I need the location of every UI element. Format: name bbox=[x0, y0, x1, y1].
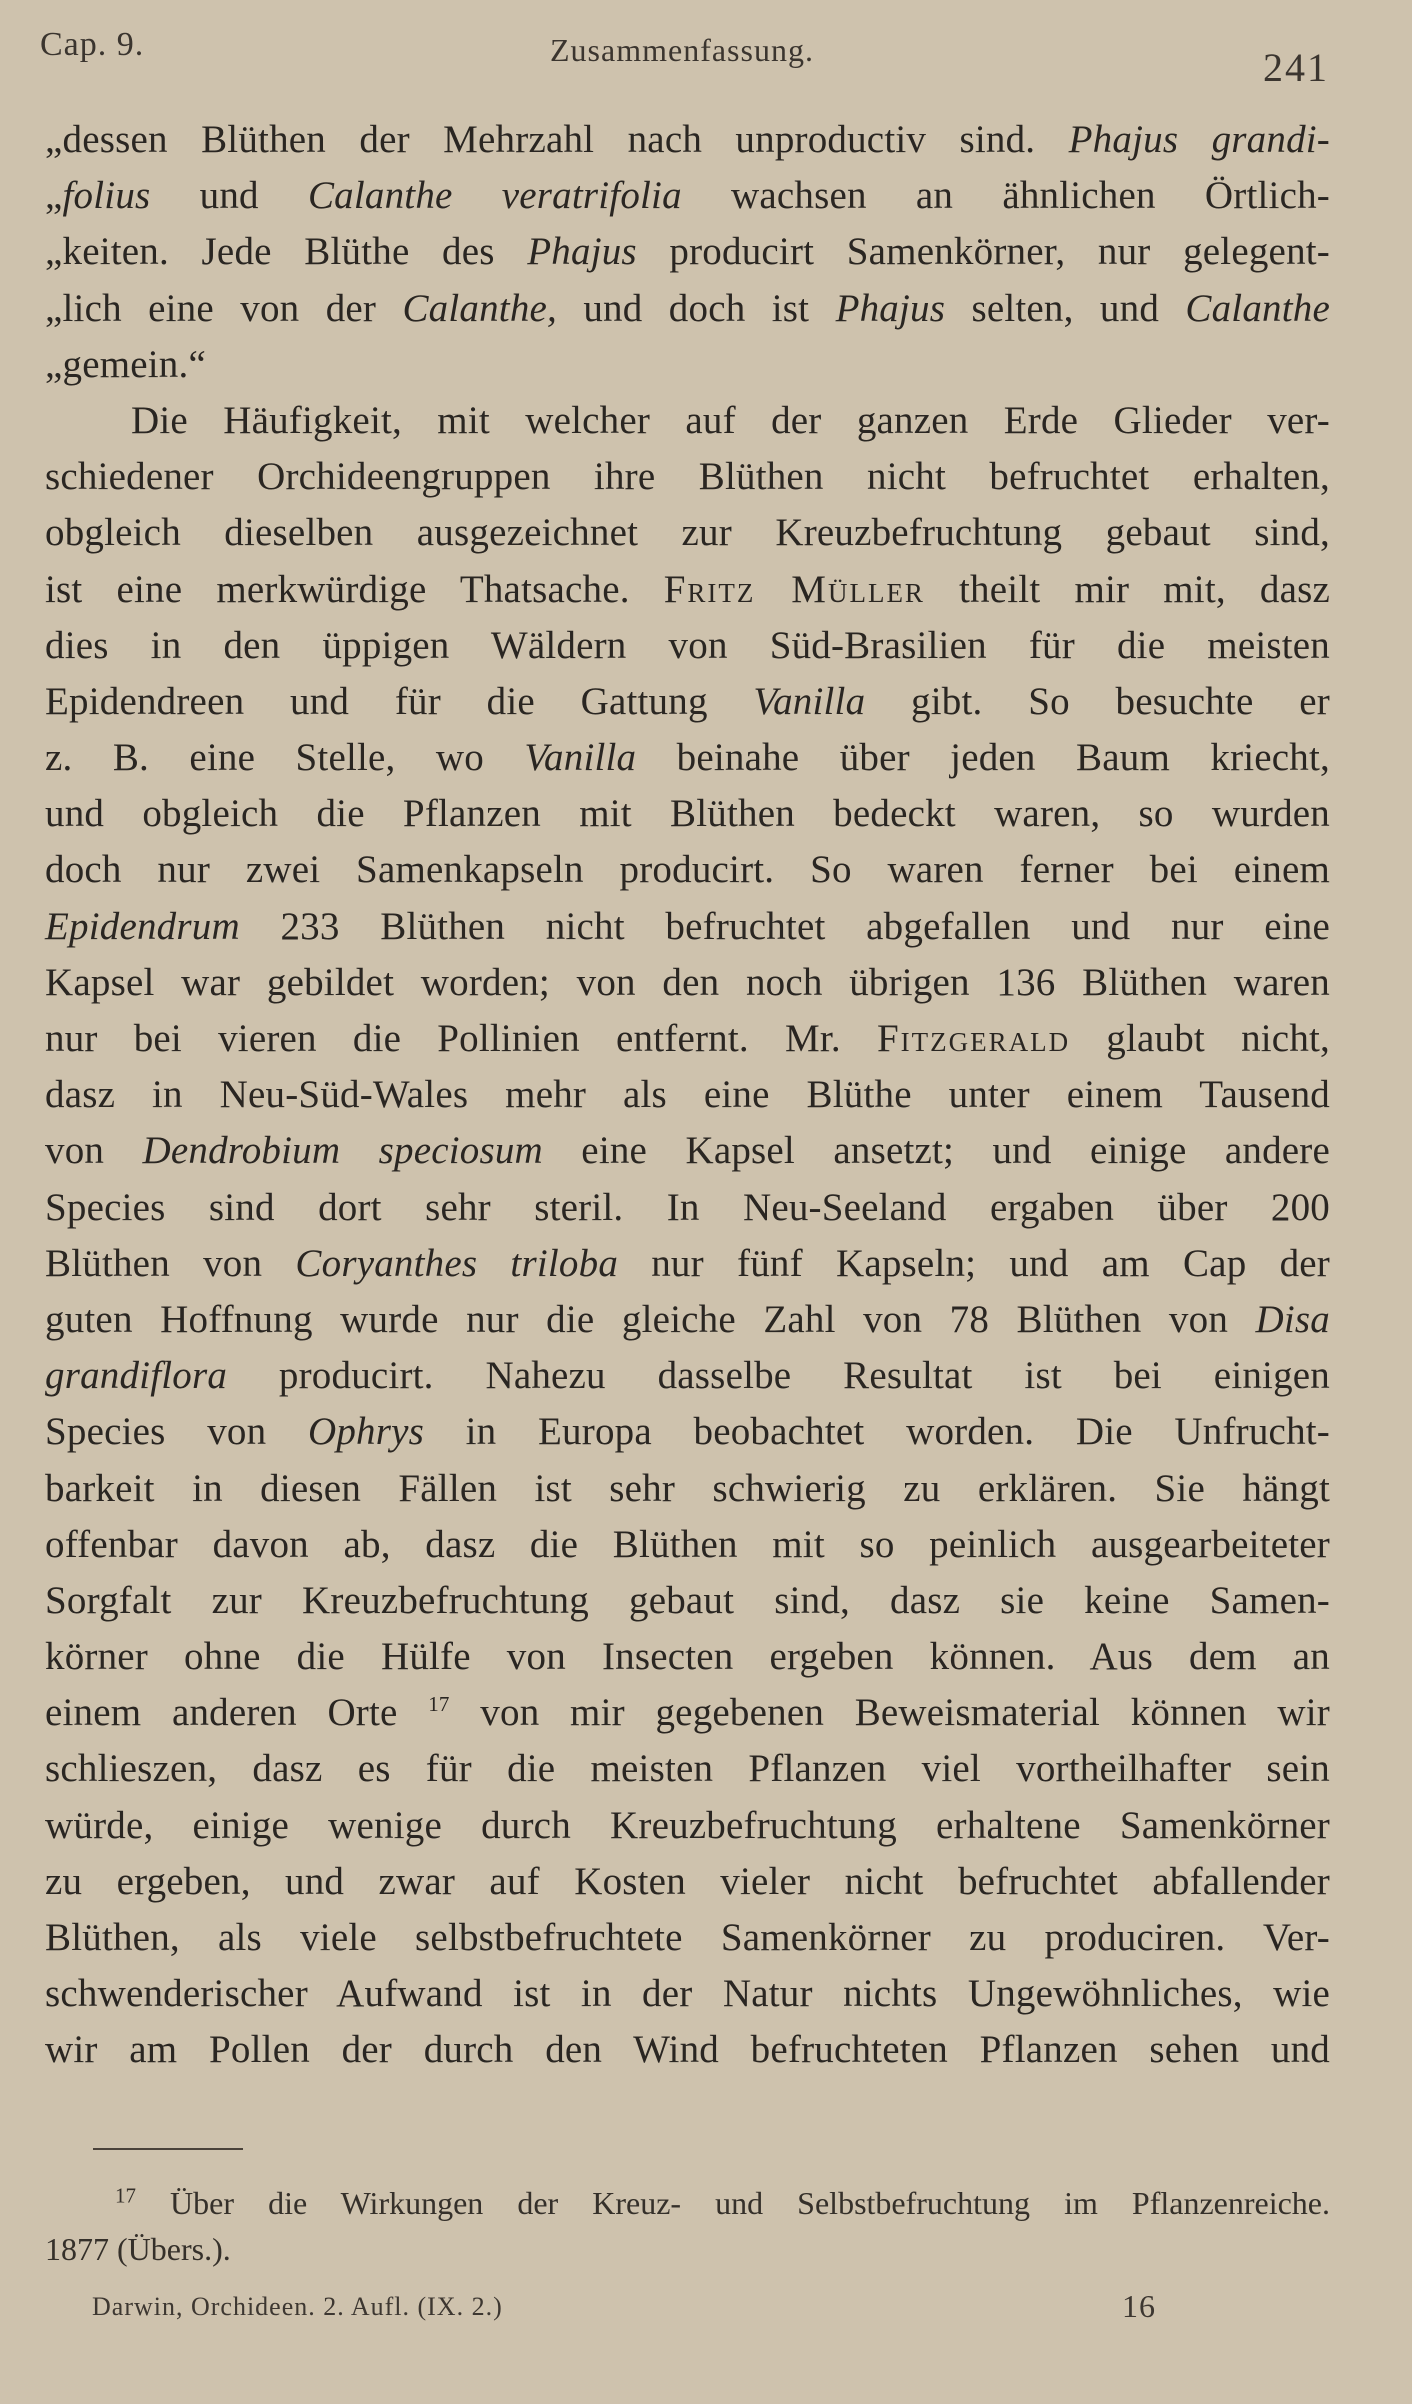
text-line bbox=[45, 393, 1330, 449]
text-run: „dessen Blüthen der Mehrzahl nach unproductiv sind. bbox=[45, 118, 1069, 161]
text-line bbox=[45, 730, 1330, 786]
printer-signature: Darwin, Orchideen. 2. Aufl. (IX. 2.) bbox=[92, 2292, 503, 2321]
text-line bbox=[45, 168, 1330, 224]
text-run: offenbar davon ab, dasz die Blüthen mit so peinlich ausgearbeiteter bbox=[45, 1522, 1330, 1566]
text-run: glaubt nicht, bbox=[1070, 1017, 1330, 1060]
signature-line bbox=[92, 2288, 1212, 2332]
text-run: Dendrobium speciosum bbox=[142, 1129, 543, 1173]
text-line bbox=[45, 224, 1330, 280]
text-run: Vanilla bbox=[524, 736, 637, 780]
text-run: z. B. eine Stelle, wo bbox=[45, 736, 525, 780]
text-line bbox=[45, 562, 1330, 618]
text-run: einem anderen Orte bbox=[45, 1691, 429, 1735]
text-run: selten, und bbox=[945, 286, 1186, 330]
text-run: und doch ist bbox=[557, 286, 836, 330]
text-run: „ bbox=[45, 174, 63, 218]
footnote-line: 1877 (Übers.). bbox=[45, 2231, 231, 2267]
footnote-line bbox=[45, 2180, 1330, 2226]
text-run: „keiten. Jede Blüthe des bbox=[45, 230, 528, 274]
footnote-text: Über die Wirkungen der Kreuz- und Selbstbefruchtung im Pflanzenreiche. bbox=[170, 2185, 1330, 2221]
text-line bbox=[45, 674, 1330, 730]
text-run: Coryanthes triloba bbox=[295, 1241, 619, 1285]
text-line bbox=[45, 1123, 1330, 1179]
text-run: Blüthen, als viele selbstbefruchtete Samenkörner zu produciren. Ver- bbox=[45, 1916, 1330, 1959]
text-line bbox=[45, 786, 1330, 842]
running-header bbox=[40, 16, 1340, 90]
text-run: wachsen an ähnlichen Örtlich- bbox=[681, 174, 1330, 218]
text-line bbox=[45, 1292, 1330, 1348]
text-run: Phajus grandi- bbox=[1068, 118, 1330, 161]
text-run: grandiflora bbox=[45, 1354, 228, 1398]
text-run: Phajus bbox=[835, 286, 946, 330]
text-run: Sorgfalt zur Kreuzbefruchtung gebaut sind, dasz sie keine Samen- bbox=[45, 1578, 1330, 1622]
text-line bbox=[45, 1798, 1330, 1854]
text-run: in Europa beobachtet worden. Die Unfrucht- bbox=[423, 1410, 1330, 1454]
text-run: körner ohne die Hülfe von Insecten ergeben können. Aus dem an bbox=[45, 1635, 1330, 1679]
text-run: Kapsel war gebildet worden; von den noch übrigen 136 Blüthen waren bbox=[45, 960, 1330, 1004]
text-run: dasz in Neu-Süd-Wales mehr als eine Blüthe unter einem Tausend bbox=[45, 1073, 1330, 1117]
text-line bbox=[45, 899, 1330, 955]
text-line bbox=[45, 1067, 1330, 1123]
page-number: 241 bbox=[1263, 45, 1329, 90]
text-run: Calanthe veratrifolia bbox=[307, 174, 682, 218]
text-line bbox=[45, 112, 1330, 168]
running-title: Zusammenfassung. bbox=[550, 32, 814, 68]
text-run: und obgleich die Pflanzen mit Blüthen bedeckt waren, so wurden bbox=[45, 792, 1330, 836]
text-run: zu ergeben, und zwar auf Kosten vieler nicht befruchtet abfallender bbox=[45, 1859, 1330, 1903]
text-run: barkeit in diesen Fällen ist sehr schwierig zu erklären. Sie hängt bbox=[45, 1466, 1330, 1510]
text-run: Species von bbox=[45, 1410, 308, 1454]
text-run: obgleich dieselben ausgezeichnet zur Kreuzbefruchtung gebaut sind, bbox=[45, 511, 1330, 555]
text-run: Ophrys bbox=[307, 1410, 424, 1454]
text-line bbox=[45, 1966, 1330, 2022]
text-run: Phajus bbox=[527, 230, 637, 274]
text-line bbox=[45, 2022, 1330, 2078]
text-line bbox=[45, 1685, 1330, 1741]
text-line bbox=[45, 1629, 1330, 1685]
text-run: doch nur zwei Samenkapseln producirt. So waren ferner bei einem bbox=[45, 848, 1330, 892]
text-run: gibt. So besuchte er bbox=[865, 679, 1330, 723]
text-run: Calanthe bbox=[1185, 286, 1330, 330]
footnote-reference: 17 bbox=[428, 1692, 450, 1717]
text-line bbox=[45, 1741, 1330, 1797]
text-line bbox=[45, 618, 1330, 674]
text-run: und bbox=[150, 174, 308, 218]
text-run: Epidendrum bbox=[45, 904, 240, 948]
text-run: Vanilla bbox=[753, 679, 866, 723]
text-run: nur bei vieren die Pollinien entfernt. Mr. bbox=[45, 1017, 877, 1060]
text-run: ist eine merkwürdige Thatsache. bbox=[45, 567, 664, 611]
text-run: schwenderischer Aufwand ist in der Natur nichts Ungewöhnliches, wie bbox=[45, 1972, 1330, 2016]
text-run: schiedener Orchideengruppen ihre Blüthen nicht befruchtet erhalten, bbox=[45, 455, 1330, 499]
text-line bbox=[45, 281, 1330, 337]
text-line bbox=[45, 1910, 1330, 1966]
text-line bbox=[45, 1404, 1330, 1460]
text-line bbox=[45, 1236, 1330, 1292]
footnote-marker: 17 bbox=[115, 2183, 136, 2208]
text-run: producirt Samenkörner, nur gelegent- bbox=[636, 230, 1330, 274]
text-run: theilt mir mit, dasz bbox=[924, 567, 1330, 611]
text-line bbox=[45, 1854, 1330, 1910]
text-line bbox=[45, 505, 1330, 561]
text-run: wir am Pollen der durch den Wind befruchteten Pflanzen sehen und bbox=[45, 2028, 1330, 2072]
text-run: dies in den üppigen Wäldern von Süd-Brasilien für die meisten bbox=[45, 623, 1330, 667]
text-run: Species sind dort sehr steril. In Neu-Seeland ergaben über 200 bbox=[45, 1185, 1330, 1229]
text-line bbox=[45, 842, 1330, 898]
text-line bbox=[45, 955, 1330, 1011]
text-run: beinahe über jeden Baum kriecht, bbox=[636, 736, 1330, 780]
text-line bbox=[45, 1180, 1330, 1236]
text-run: producirt. Nahezu dasselbe Resultat ist bei einigen bbox=[227, 1354, 1330, 1398]
text-run: Fritz Müller bbox=[663, 567, 925, 611]
text-line bbox=[45, 337, 1330, 393]
text-run: von mir gegebenen Beweismaterial können wir bbox=[449, 1691, 1330, 1735]
text-run: 233 Blüthen nicht befruchtet abgefallen und nur eine bbox=[239, 904, 1330, 948]
signature-mark: 16 bbox=[1122, 2288, 1156, 2324]
text-run: nur fünf Kapseln; und am Cap der bbox=[618, 1241, 1330, 1285]
text-run: eine Kapsel ansetzt; und einige andere bbox=[542, 1129, 1330, 1173]
text-run: würde, einige wenige durch Kreuzbefruchtung erhaltene Samenkörner bbox=[45, 1803, 1330, 1847]
chapter-label: Cap. 9. bbox=[40, 26, 145, 63]
text-run: Epidendreen und für die Gattung bbox=[45, 679, 754, 723]
text-run: schlieszen, dasz es für die meisten Pflanzen viel vortheilhafter sein bbox=[45, 1747, 1330, 1791]
text-line bbox=[45, 1348, 1330, 1404]
text-line bbox=[45, 1011, 1330, 1067]
footnote-divider bbox=[93, 2148, 243, 2150]
text-run: Fitzgerald bbox=[876, 1017, 1071, 1060]
footnote bbox=[45, 2180, 1330, 2272]
text-line bbox=[45, 1573, 1330, 1629]
text-line bbox=[45, 1461, 1330, 1517]
text-run: guten Hoffnung wurde nur die gleiche Zahl von 78 Blüthen von bbox=[45, 1297, 1256, 1341]
text-run: von bbox=[45, 1129, 143, 1173]
body-text bbox=[45, 112, 1330, 2079]
text-line bbox=[45, 1517, 1330, 1573]
text-run: Die Häufigkeit, mit welcher auf der ganzen Erde Glieder ver- bbox=[131, 398, 1330, 442]
text-line bbox=[45, 449, 1330, 505]
text-run: Blüthen von bbox=[45, 1241, 296, 1285]
text-run: „gemein.“ bbox=[45, 342, 206, 386]
text-run: folius bbox=[62, 174, 151, 218]
text-run: Disa bbox=[1255, 1297, 1330, 1341]
text-run: Calanthe, bbox=[402, 286, 557, 330]
text-run: „lich eine von der bbox=[45, 286, 403, 330]
